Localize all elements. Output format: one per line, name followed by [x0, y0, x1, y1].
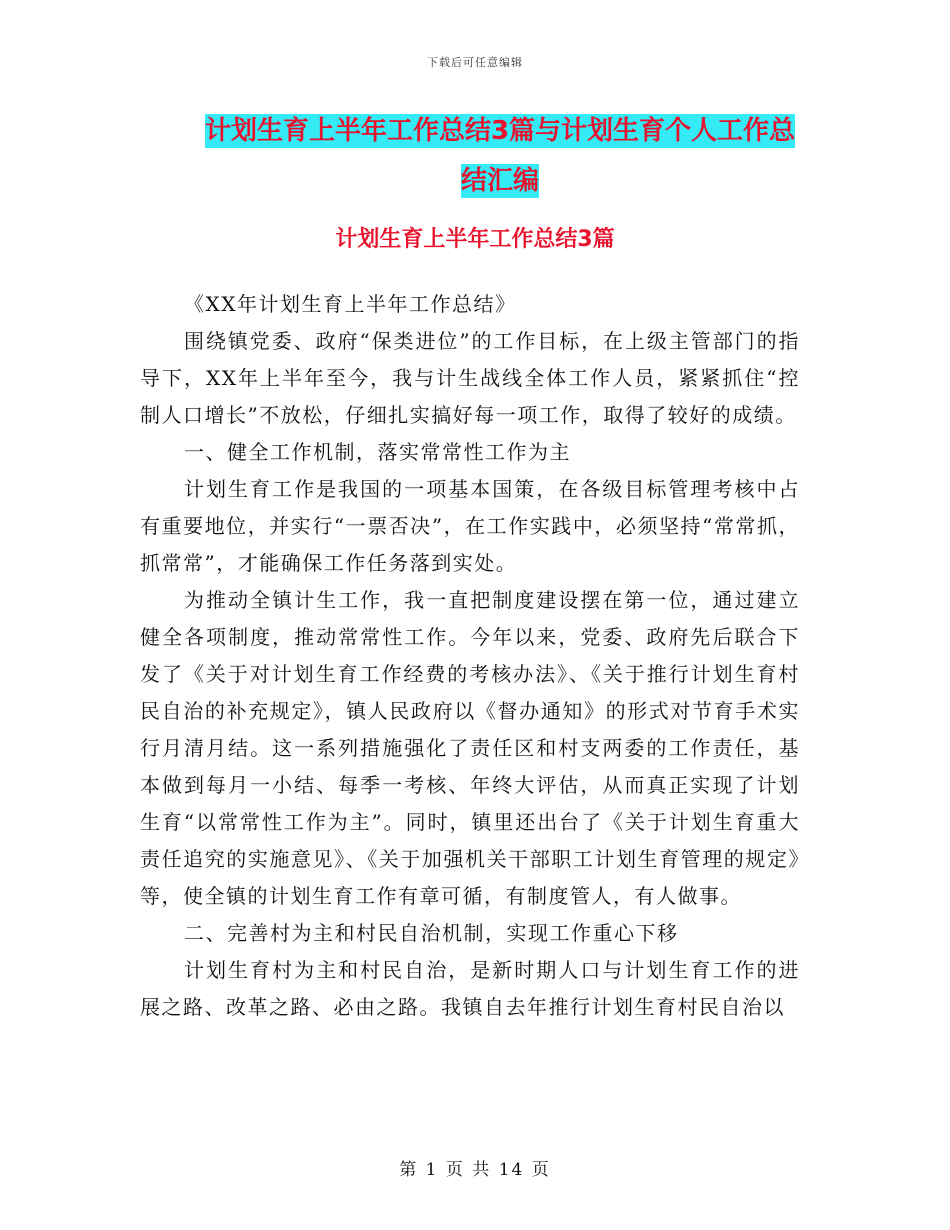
document-body: [140, 286, 800, 1026]
paragraph: 计划生育村为主和村民自治，是新时期人口与计划生育工作的进展之路、改革之路、必由之路。我镇自去年推行计划生育村民自治以: [140, 958, 800, 1019]
document-title: [190, 106, 810, 206]
paragraph-report-title: 《XX年计划生育上半年工作总结》: [184, 292, 517, 316]
paragraph-intro: 围绕镇党委、政府“保类进位”的工作目标，在上级主管部门的指导下，XX年上半年至今，我与计生战线全体工作人员，紧紧抓住“控制人口增长”不放松，仔细扎实搞好每一项工作，取得了较好的成绩。: [140, 329, 800, 427]
heading-section-1: 一、健全工作机制，落实常常性工作为主: [184, 440, 571, 464]
heading-section-2: 二、完善村为主和村民自治机制，实现工作重心下移: [184, 921, 679, 945]
paragraph: 计划生育工作是我国的一项基本国策，在各级目标管理考核中占有重要地位，并实行“一票否决”，在工作实践中，必须坚持“常常抓，抓常常”，才能确保工作任务落到实处。: [140, 477, 800, 575]
section-title: 计划生育上半年工作总结3篇: [335, 227, 615, 252]
page-footer: 第 1 页 共 14 页: [399, 1160, 551, 1180]
header-note: 下载后可任意编辑: [427, 56, 523, 69]
paragraph: 为推动全镇计生工作，我一直把制度建设摆在第一位，通过建立健全各项制度，推动常常性工作。今年以来，党委、政府先后联合下发了《关于对计划生育工作经费的考核办法》、《关于推行计划生育村民自治的补充规定》，镇人民政府以《督办通知》的形式对节育手术实行月清月结。这一系列措施强化了责任区和村支两委的工作责任，基本做到每月一小结、每季一考核、年终大评估，从而真正实现了计划生育“以常常性工作为主”。同时，镇里还出台了《关于计划生育重大责任追究的实施意见》、《关于加强机关干部职工计划生育管理的规定》等，使全镇的计划生育工作有章可循，有制度管人，有人做事。: [140, 588, 800, 908]
document-title-line-1: 计划生育上半年工作总结3篇与计划生育个人工作总: [204, 116, 796, 146]
document-title-line-2: 结汇编: [460, 166, 539, 196]
